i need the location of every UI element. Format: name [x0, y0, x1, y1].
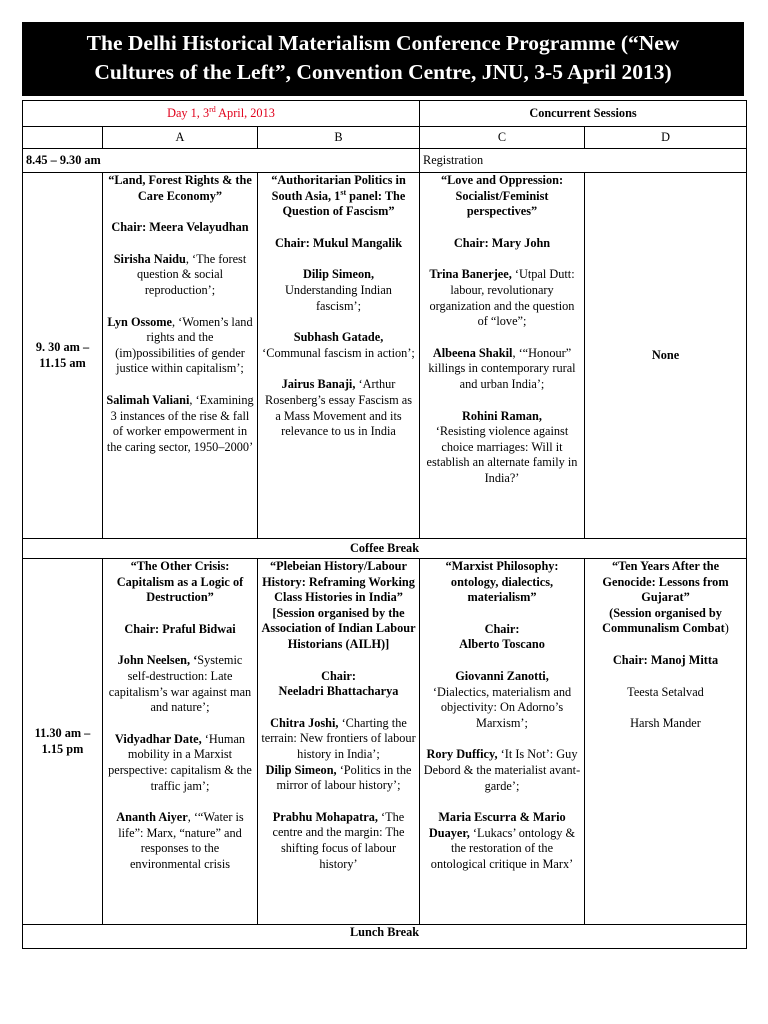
session-2-b [258, 559, 420, 925]
registration-time: 8.45 – 9.30 am [23, 149, 420, 173]
session-2-c-paper-2 [423, 747, 581, 794]
paper-title: ‘The centre and the margin: The shifting focus of labour history’ [272, 809, 405, 871]
organiser-close: ) [724, 621, 729, 636]
col-d-header: D [585, 127, 747, 149]
organiser-text: (Session organised by Communalism Combat [602, 605, 725, 636]
session-2-a-paper-3 [106, 810, 254, 872]
session-1-row [23, 173, 747, 539]
speaker-name: Dilip Simeon, [302, 267, 375, 282]
paper-title: ‘It Is Not’: Guy Debord & the materialist avant-garde’; [423, 747, 581, 793]
title-part: panel: The Question of Fascism” [282, 188, 406, 219]
paper-title: ‘Lukacs’ ontology & the restoration of the ontological critique in Marx’ [430, 825, 576, 871]
session-1-b [258, 173, 420, 539]
speaker-name: Jairus Banaji, [281, 377, 356, 392]
paper-title: ‘Politics in the mirror of labour history’; [276, 762, 412, 793]
session-2-d-chair: Chair: Manoj Mitta [612, 652, 719, 667]
session-1-a-chair: Chair: Meera Velayudhan [111, 220, 249, 235]
session-2-c-paper-1 [423, 669, 581, 731]
session-2-c [420, 559, 585, 925]
session-2-row [23, 559, 747, 925]
coffee-break: Coffee Break [23, 539, 747, 559]
header-row-columns [23, 127, 747, 149]
session-2-b-paper-2 [261, 763, 416, 794]
session-2-time [23, 559, 103, 925]
speaker-name: Rory Dufficy, [426, 747, 498, 762]
session-1-b-paper-2 [261, 330, 416, 361]
paper-title: ‘Resisting violence against choice marriages: Will it establish an alternate family in India?’ [426, 424, 578, 485]
session-2-c-title: “Marxist Philosophy: ontology, dialectics, materialism” [445, 559, 559, 605]
session-1-a [103, 173, 258, 539]
session-1-c-paper-3 [423, 409, 581, 487]
speaker-name: Albeena Shakil [432, 345, 513, 360]
speaker-name: Chitra Joshi, [270, 715, 339, 730]
paper-title: , ‘The forest question & social reproduction’; [136, 251, 247, 297]
title-suffix: st [340, 187, 347, 197]
lunch-break: Lunch Break [23, 925, 747, 949]
lunch-break-row [23, 925, 747, 949]
speaker-name: Ananth Aiyer [116, 810, 188, 825]
session-1-b-paper-1 [261, 267, 416, 314]
day-heading [23, 101, 420, 127]
session-2-d-speaker-2: Harsh Mander [630, 716, 701, 731]
speaker-name: Lyn Ossome [107, 314, 172, 329]
session-1-b-chair: Chair: Mukul Mangalik [274, 235, 403, 250]
title-line-2: Cultures of the Left”, Convention Centre, JNU, 3-5 April 2013) [94, 60, 672, 84]
session-2-a-chair: Chair: Praful Bidwai [124, 621, 236, 636]
session-1-c [420, 173, 585, 539]
session-1-c-paper-2 [423, 346, 581, 393]
session-2-d-title: “Ten Years After the Genocide: Lessons from Gujarat” [602, 559, 729, 605]
paper-title: ‘Arthur Rosenberg’s essay Fascism as a Mass Movement and its relevance to us in India [265, 377, 412, 439]
registration-row [23, 149, 747, 173]
session-2-a [103, 559, 258, 925]
session-2-b-paper-3 [261, 810, 416, 872]
paper-title: , ‘Examining 3 instances of the rise & fall of worker empowerment in the caring sector, 1950–2000’ [106, 392, 254, 454]
speaker-name: Salimah Valiani [106, 392, 190, 407]
session-2-b-chair-name: Neeladri Bhattacharya [278, 684, 399, 699]
session-2-b-title: “Plebeian History/Labour History: Reframing Working Class Histories in India” [Session organised by the Association of Indian Labour Historians (AILH)] [261, 559, 416, 651]
session-2-a-title: “The Other Crisis: Capitalism as a Logic of Destruction” [116, 559, 244, 605]
day-suffix: rd [209, 104, 216, 114]
session-2-d-speaker-1: Teesta Setalvad [627, 684, 704, 699]
session-2-c-chair-label: Chair: [484, 621, 520, 636]
session-1-d: None [585, 173, 747, 539]
session-2-a-paper-2 [106, 732, 254, 794]
col-c-header: C [420, 127, 585, 149]
coffee-break-row [23, 539, 747, 559]
session-2-b-paper-1 [261, 716, 416, 763]
concurrent-sessions-heading: Concurrent Sessions [420, 101, 747, 127]
paper-title: ‘Human mobility in a Marxist perspective: capitalism & the traffic jam’; [108, 731, 252, 793]
session-1-time-end: 11.15 am [39, 355, 86, 370]
session-1-time [23, 173, 103, 539]
title-line-1: The Delhi Historical Materialism Conference Programme (“New [86, 31, 680, 55]
col-time-header [23, 127, 103, 149]
registration-label: Registration [420, 149, 747, 173]
col-a-header: A [103, 127, 258, 149]
session-1-c-chair: Chair: Mary John [453, 235, 551, 250]
speaker-name: Giovanni Zanotti, [455, 668, 549, 683]
speaker-name: Vidyadhar Date, [114, 731, 202, 746]
paper-title: , ‘“Honour” killings in contemporary rural and urban India’; [428, 345, 576, 391]
day-label: Day 1, 3 [167, 105, 210, 120]
session-2-c-paper-3 [423, 810, 581, 872]
speaker-name: John Neelsen, ‘ [117, 653, 198, 668]
paper-title: ‘Dialectics, materialism and objectivity: On Adorno’s Marxism’; [432, 684, 572, 730]
paper-title: , ‘Women’s land rights and the (im)possibilities of gender justice within capitalism’; [115, 314, 253, 376]
speaker-name: Prabhu Mohapatra, [272, 809, 378, 824]
session-2-d-organiser [588, 606, 743, 637]
session-2-time-end: 1.15 pm [41, 741, 84, 756]
paper-title: Understanding Indian fascism’; [285, 282, 392, 313]
title-part: “Authoritarian Politics in South Asia, 1 [271, 173, 406, 203]
session-1-b-title [261, 173, 416, 220]
session-1-a-paper-3 [106, 393, 254, 455]
session-1-time-start: 9. 30 am – [35, 339, 90, 354]
speaker-name: Sirisha Naidu [113, 251, 186, 266]
session-2-b-chair-label: Chair: [321, 668, 356, 683]
header-row-day [23, 101, 747, 127]
session-2-c-chair-name: Alberto Toscano [459, 637, 545, 652]
paper-title: ‘Communal fascism in action’; [262, 345, 415, 360]
col-b-header: B [258, 127, 420, 149]
speaker-name: Maria Escurra & Mario Duayer, [428, 810, 566, 840]
session-1-a-paper-1 [106, 252, 254, 299]
paper-title: ‘Utpal Dutt: labour, revolutionary organization and the question of “love”; [429, 267, 575, 329]
paper-title: Systemic self-destruction: Late capitalism’s war against man and nature’; [108, 653, 252, 715]
speaker-name: Subhash Gatade, [293, 330, 384, 345]
document-title [22, 22, 744, 96]
session-1-c-paper-1 [423, 267, 581, 329]
speaker-name: Dilip Simeon, [265, 762, 337, 777]
session-1-a-paper-2 [106, 315, 254, 377]
paper-title: ‘Charting the terrain: New frontiers of labour history in India’; [261, 715, 416, 761]
speaker-name: Trina Banerjee, [429, 267, 512, 282]
session-2-time-start: 11.30 am – [34, 725, 91, 740]
session-2-a-paper-1 [106, 653, 254, 715]
session-1-a-title: “Land, Forest Rights & the Care Economy” [108, 173, 252, 203]
session-2-d [585, 559, 747, 925]
speaker-name: Rohini Raman, [462, 408, 542, 423]
programme-table [22, 100, 747, 949]
session-1-c-title: “Love and Oppression: Socialist/Feminist perspectives” [440, 173, 564, 219]
paper-title: , ‘“Water is life”: Marx, “nature” and responses to the environmental crisis [118, 810, 244, 871]
session-1-b-paper-3 [261, 377, 416, 439]
day-month: April, 2013 [215, 105, 275, 120]
